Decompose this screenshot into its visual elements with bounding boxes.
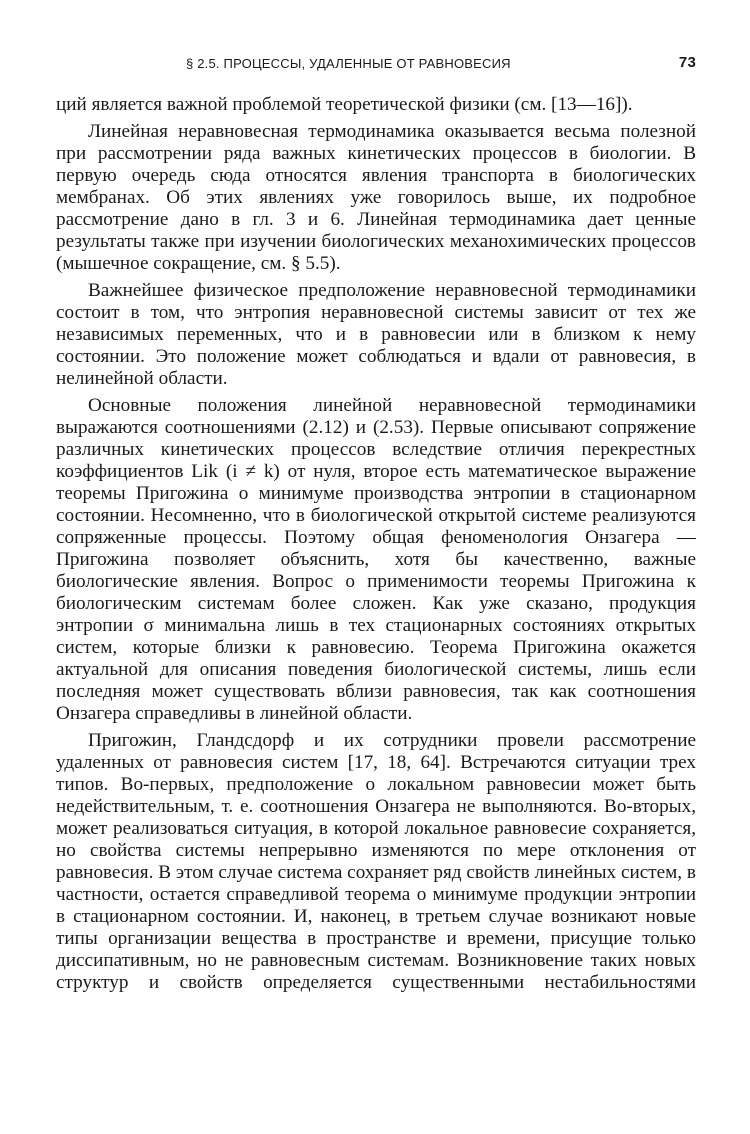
paragraph-continued: ций является важной проблемой теоретической физики (см. [13—16]). bbox=[56, 94, 633, 115]
body-text bbox=[56, 94, 696, 994]
paragraph-entropy-assumption: Важнейшее физическое предположение неравновесной термодинамики состоит в том, что энтропия неравновесной системы зависит от тех же независимых переменных, что и в равновесии или в близком к нему состоянии. Это положение может соблюдаться и вдали от равновесия, в нелинейной области. bbox=[56, 280, 696, 389]
running-header bbox=[56, 50, 696, 78]
paragraph-onsager-prigogine: Основные положения линейной неравновесной термодинамики выражаются соотношениями (2.12) и (2.53). Первые описывают сопряжение различных кинетических процессов вследствие отличия перекрестных коэффициентов Lik (i ≠ k) от нуля, второе есть математическое выражение теоремы Пригожина о минимуме производства энтропии в стационарном состоянии. Несомненно, что в биологической открытой системе реализуются сопряженные процессы. Поэтому общая феноменология Онзагера — Пригожина позволяет объяснить, хотя бы качественно, важные биологические явления. Вопрос о применимости теоремы Пригожина к биологическим системам более сложен. Как уже сказано, продукция энтропии σ минимальна лишь в тех стационарных состояниях открытых систем, которые близки к равновесию. Теорема Пригожина окажется актуальной для описания поведения биологической системы, лишь если последняя может существовать вблизи равновесия, так как соотношения Онзагера справедливы в линейной области. bbox=[56, 395, 696, 724]
paragraph-far-from-equilibrium: Пригожин, Гландсдорф и их сотрудники провели рассмотрение удаленных от равновесия систем [17, 18, 64]. Встречаются ситуации трех типов. Во-первых, предположение о локальном равновесии может быть недействительным, т. е. соотношения Онзагера не выполняются. Во-вторых, может реализоваться ситуация, в которой локальное равновесие сохраняется, но свойства системы непрерывно изменяются по мере отклонения от равновесия. В этом случае система сохраняет ряд свойств линейных систем, в частности, остается справедливой теорема о минимуме продукции энтропии в стационарном состоянии. И, наконец, в третьем случае возникают новые типы организации вещества в пространстве и времени, присущие только диссипативным, но не равновесным системам. Возникновение таких новых структур и свойств определяется существенными нестабильностями bbox=[56, 730, 696, 993]
running-title: § 2.5. ПРОЦЕССЫ, УДАЛЕННЫЕ ОТ РАВНОВЕСИЯ bbox=[186, 56, 511, 71]
page-number: 73 bbox=[678, 54, 696, 71]
book-page bbox=[56, 50, 696, 994]
paragraph-linear-thermodynamics: Линейная неравновесная термодинамика оказывается весьма полезной при рассмотрении ряда важных кинетических процессов в биологии. В первую очередь сюда относятся явления транспорта в биологических мембранах. Об этих явлениях уже говорилось выше, их подробное рассмотрение дано в гл. 3 и 6. Линейная термодинамика дает ценные результаты также при изучении биологических механохимических процессов (мышечное сокращение, см. § 5.5). bbox=[56, 121, 696, 274]
